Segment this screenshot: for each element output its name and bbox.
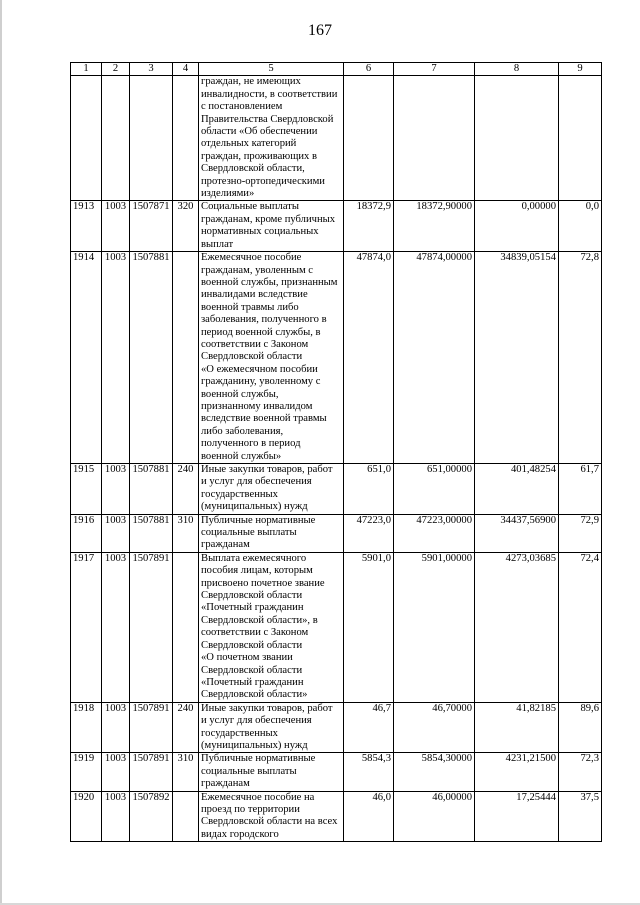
row-description-cell: граждан, не имеющих инвалидности, в соответствии с постановлением Правительства Свердловской области «Об обеспечении отдельных категорий граждан, проживающих в Свердловской области, протезно-ортопедическими изделиями» <box>199 76 344 201</box>
planned-amount-cell: 47874,00000 <box>394 252 475 464</box>
table-header <box>71 63 602 76</box>
row-description-cell: Ежемесячное пособие на проезд по территории Свердловской области на всех видах городского <box>199 791 344 842</box>
row-description-cell: Иные закупки товаров, работ и услуг для обеспечения государственных (муниципальных) нужд <box>199 702 344 753</box>
planned-amount-cell: 46,00000 <box>394 791 475 842</box>
table-row <box>71 552 602 702</box>
planned-amount-cell: 18372,90000 <box>394 201 475 252</box>
target-code-cell: 1507892 <box>130 791 173 842</box>
actual-amount-cell: 34437,56900 <box>475 514 559 552</box>
target-code-cell: 1507881 <box>130 252 173 464</box>
table-row <box>71 252 602 464</box>
section-code-cell: 1003 <box>102 252 130 464</box>
row-description-cell: Публичные нормативные социальные выплаты гражданам <box>199 514 344 552</box>
actual-amount-cell: 41,82185 <box>475 702 559 753</box>
approved-amount-cell: 5854,3 <box>344 753 394 791</box>
actual-amount-cell: 17,25444 <box>475 791 559 842</box>
table-row <box>71 791 602 842</box>
section-code-cell: 1003 <box>102 464 130 515</box>
approved-amount-cell: 46,7 <box>344 702 394 753</box>
expense-type-code-cell: 310 <box>173 514 199 552</box>
planned-amount-cell: 651,00000 <box>394 464 475 515</box>
execution-percent-cell: 72,4 <box>559 552 602 702</box>
planned-amount-cell: 47223,00000 <box>394 514 475 552</box>
execution-percent-cell: 89,6 <box>559 702 602 753</box>
table-row <box>71 201 602 252</box>
approved-amount-cell: 18372,9 <box>344 201 394 252</box>
approved-amount-cell: 651,0 <box>344 464 394 515</box>
section-code-cell: 1003 <box>102 552 130 702</box>
table-row <box>71 702 602 753</box>
expense-type-code-cell <box>173 552 199 702</box>
execution-percent-cell: 72,3 <box>559 753 602 791</box>
expense-type-code-cell: 310 <box>173 753 199 791</box>
section-code-cell <box>102 76 130 201</box>
table-row <box>71 753 602 791</box>
header-col-1: 1 <box>71 63 102 76</box>
page-number: 167 <box>308 22 332 39</box>
target-code-cell <box>130 76 173 201</box>
row-number-cell: 1920 <box>71 791 102 842</box>
header-col-3: 3 <box>130 63 173 76</box>
row-description-cell: Социальные выплаты гражданам, кроме публичных нормативных социальных выплат <box>199 201 344 252</box>
row-description-cell: Публичные нормативные социальные выплаты гражданам <box>199 753 344 791</box>
header-col-8: 8 <box>475 63 559 76</box>
row-description-cell: Ежемесячное пособие гражданам, уволенным с военной службы, признанным инвалидами вследствие военной травмы либо заболевания, полученного в период военной службы, в соответствии с Законом Свердловской области «О ежемесячном пособии гражданину, уволенному с военной службы, признанному инвалидом вследствие военной травмы либо заболевания, полученного в период военной службы» <box>199 252 344 464</box>
section-code-cell: 1003 <box>102 514 130 552</box>
execution-percent-cell: 0,0 <box>559 201 602 252</box>
row-number-cell: 1913 <box>71 201 102 252</box>
approved-amount-cell: 47223,0 <box>344 514 394 552</box>
actual-amount-cell: 0,00000 <box>475 201 559 252</box>
header-col-7: 7 <box>394 63 475 76</box>
header-col-2: 2 <box>102 63 130 76</box>
target-code-cell: 1507891 <box>130 753 173 791</box>
execution-percent-cell <box>559 76 602 201</box>
target-code-cell: 1507881 <box>130 464 173 515</box>
actual-amount-cell: 4273,03685 <box>475 552 559 702</box>
header-col-9: 9 <box>559 63 602 76</box>
expense-type-code-cell: 240 <box>173 464 199 515</box>
table-row <box>71 464 602 515</box>
section-code-cell: 1003 <box>102 702 130 753</box>
planned-amount-cell: 5901,00000 <box>394 552 475 702</box>
expense-type-code-cell <box>173 252 199 464</box>
row-description-cell: Выплата ежемесячного пособия лицам, которым присвоено почетное звание Свердловской области «Почетный гражданин Свердловской области», в соответствии с Законом Свердловской области «О почетном звании Свердловской области «Почетный гражданин Свердловской области» <box>199 552 344 702</box>
expense-type-code-cell: 240 <box>173 702 199 753</box>
row-number-cell: 1918 <box>71 702 102 753</box>
execution-percent-cell: 72,8 <box>559 252 602 464</box>
expense-type-code-cell <box>173 791 199 842</box>
table-row <box>71 76 602 201</box>
target-code-cell: 1507881 <box>130 514 173 552</box>
execution-percent-cell: 72,9 <box>559 514 602 552</box>
header-col-4: 4 <box>173 63 199 76</box>
row-number-cell <box>71 76 102 201</box>
section-code-cell: 1003 <box>102 791 130 842</box>
planned-amount-cell: 5854,30000 <box>394 753 475 791</box>
header-row <box>71 63 602 76</box>
actual-amount-cell <box>475 76 559 201</box>
row-number-cell: 1919 <box>71 753 102 791</box>
row-number-cell: 1915 <box>71 464 102 515</box>
actual-amount-cell: 401,48254 <box>475 464 559 515</box>
target-code-cell: 1507871 <box>130 201 173 252</box>
budget-table <box>70 62 602 842</box>
section-code-cell: 1003 <box>102 753 130 791</box>
row-number-cell: 1914 <box>71 252 102 464</box>
target-code-cell: 1507891 <box>130 702 173 753</box>
execution-percent-cell: 61,7 <box>559 464 602 515</box>
header-col-5: 5 <box>199 63 344 76</box>
table-row <box>71 514 602 552</box>
table-body <box>71 76 602 842</box>
actual-amount-cell: 4231,21500 <box>475 753 559 791</box>
actual-amount-cell: 34839,05154 <box>475 252 559 464</box>
execution-percent-cell: 37,5 <box>559 791 602 842</box>
approved-amount-cell: 5901,0 <box>344 552 394 702</box>
planned-amount-cell <box>394 76 475 201</box>
expense-type-code-cell <box>173 76 199 201</box>
section-code-cell: 1003 <box>102 201 130 252</box>
approved-amount-cell <box>344 76 394 201</box>
expense-type-code-cell: 320 <box>173 201 199 252</box>
approved-amount-cell: 46,0 <box>344 791 394 842</box>
header-col-6: 6 <box>344 63 394 76</box>
scan-edge-left <box>0 0 2 905</box>
planned-amount-cell: 46,70000 <box>394 702 475 753</box>
row-number-cell: 1916 <box>71 514 102 552</box>
target-code-cell: 1507891 <box>130 552 173 702</box>
approved-amount-cell: 47874,0 <box>344 252 394 464</box>
row-description-cell: Иные закупки товаров, работ и услуг для обеспечения государственных (муниципальных) нужд <box>199 464 344 515</box>
row-number-cell: 1917 <box>71 552 102 702</box>
